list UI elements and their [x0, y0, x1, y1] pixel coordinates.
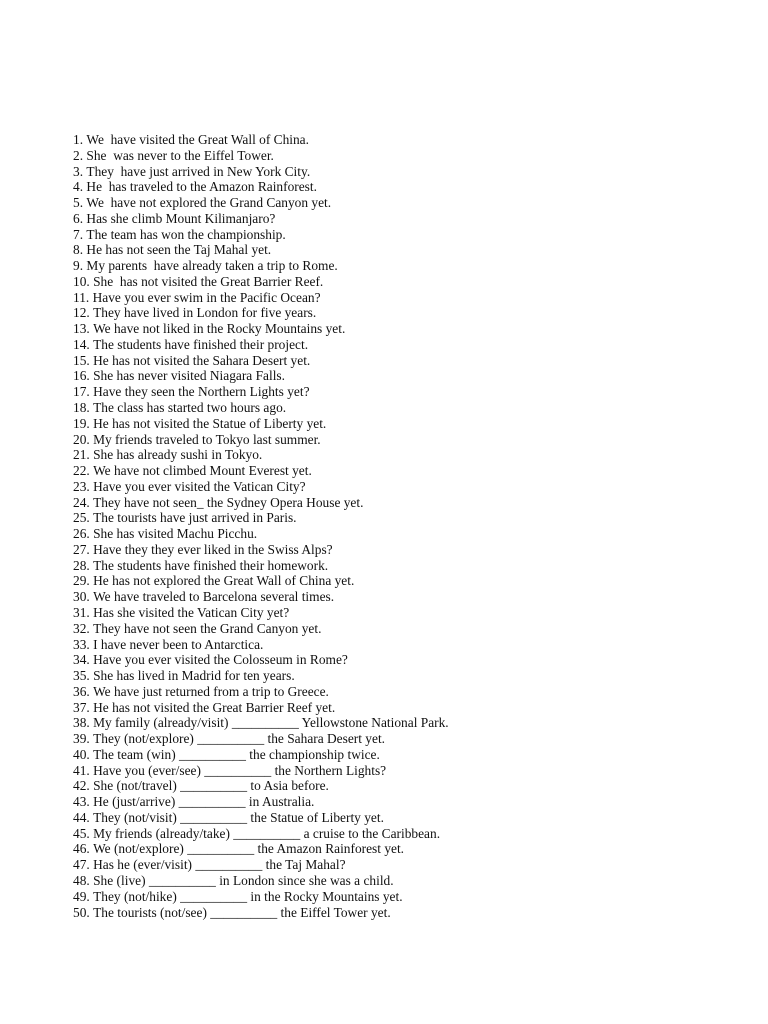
sentence-number: 3.: [73, 163, 84, 179]
sentence-item: [73, 227, 733, 243]
sentence-item: [73, 463, 733, 479]
sentence-text: We have traveled to Barcelona several times.: [93, 589, 335, 605]
sentence-text: We have not climbed Mount Everest yet.: [93, 463, 312, 479]
sentence-text: Have you ever visited the Vatican City?: [93, 478, 306, 494]
sentence-item: [73, 605, 733, 621]
sentence-number: 23.: [73, 478, 90, 494]
sentence-number: 9.: [73, 258, 84, 274]
sentence-number: 20.: [73, 431, 90, 447]
sentence-list: [73, 132, 733, 920]
sentence-number: 43.: [73, 794, 90, 810]
sentence-number: 29.: [73, 573, 90, 589]
sentence-item: [73, 526, 733, 542]
sentence-item: [73, 841, 733, 857]
sentence-item: [73, 510, 733, 526]
sentence-item: [73, 684, 733, 700]
sentence-number: 31.: [73, 604, 90, 620]
sentence-number: 12.: [73, 305, 90, 321]
sentence-text: I have never been to Antarctica.: [93, 636, 264, 652]
sentence-item: [73, 132, 733, 148]
sentence-item: [73, 432, 733, 448]
sentence-item: [73, 668, 733, 684]
sentence-item: [73, 384, 733, 400]
sentence-item: [73, 637, 733, 653]
sentence-item: [73, 558, 733, 574]
sentence-text: They have lived in London for five years.: [93, 305, 317, 321]
sentence-number: 22.: [73, 463, 90, 479]
sentence-number: 26.: [73, 526, 90, 542]
sentence-number: 46.: [73, 841, 90, 857]
sentence-number: 6.: [73, 210, 84, 226]
sentence-text: She (live) __________ in London since she was a child.: [93, 872, 394, 888]
sentence-text: The team (win) __________ the championship twice.: [93, 746, 380, 762]
sentence-item: [73, 242, 733, 258]
sentence-text: He has not visited the Statue of Liberty yet.: [93, 415, 327, 431]
sentence-item: [73, 621, 733, 637]
sentence-item: [73, 195, 733, 211]
sentence-text: Have you ever visited the Colosseum in Rome?: [93, 652, 348, 668]
sentence-number: 38.: [73, 715, 90, 731]
sentence-text: She has not visited the Great Barrier Reef.: [93, 273, 324, 289]
sentence-number: 4.: [73, 179, 84, 195]
sentence-item: [73, 873, 733, 889]
sentence-number: 25.: [73, 510, 90, 526]
sentence-number: 10.: [73, 273, 90, 289]
sentence-item: [73, 479, 733, 495]
sentence-text: She has never visited Niagara Falls.: [93, 368, 285, 384]
sentence-text: Have they they ever liked in the Swiss Alps?: [93, 541, 333, 557]
sentence-item: [73, 778, 733, 794]
sentence-text: The students have finished their homework.: [93, 557, 329, 573]
sentence-text: They (not/explore) __________ the Sahara Desert yet.: [93, 731, 386, 747]
sentence-number: 8.: [73, 242, 84, 258]
sentence-item: [73, 889, 733, 905]
sentence-number: 11.: [73, 289, 90, 305]
sentence-text: The students have finished their project.: [93, 336, 309, 352]
sentence-number: 35.: [73, 668, 90, 684]
sentence-number: 40.: [73, 746, 90, 762]
sentence-item: [73, 573, 733, 589]
sentence-item: [73, 700, 733, 716]
sentence-number: 50.: [73, 904, 90, 920]
sentence-text: He has not visited the Great Barrier Reef yet.: [93, 699, 336, 715]
sentence-number: 41.: [73, 762, 90, 778]
sentence-text: They (not/hike) __________ in the Rocky Mountains yet.: [93, 888, 403, 904]
sentence-item: [73, 148, 733, 164]
sentence-text: They (not/visit) __________ the Statue of Liberty yet.: [93, 809, 384, 825]
sentence-text: He has not visited the Sahara Desert yet.: [93, 352, 311, 368]
sentence-number: 24.: [73, 494, 90, 510]
sentence-number: 39.: [73, 731, 90, 747]
sentence-number: 19.: [73, 415, 90, 431]
sentence-text: She has lived in Madrid for ten years.: [93, 668, 295, 684]
sentence-text: My parents have already taken a trip to Rome.: [86, 258, 338, 274]
sentence-item: [73, 258, 733, 274]
sentence-number: 14.: [73, 336, 90, 352]
sentence-text: He has not seen the Taj Mahal yet.: [86, 242, 272, 258]
sentence-item: [73, 652, 733, 668]
sentence-text: Have they seen the Northern Lights yet?: [93, 384, 310, 400]
sentence-number: 7.: [73, 226, 84, 242]
sentence-item: [73, 857, 733, 873]
sentence-number: 27.: [73, 541, 90, 557]
sentence-number: 30.: [73, 589, 90, 605]
sentence-number: 42.: [73, 778, 90, 794]
sentence-text: She has visited Machu Picchu.: [93, 526, 258, 542]
sentence-number: 47.: [73, 857, 90, 873]
sentence-number: 16.: [73, 368, 90, 384]
sentence-number: 28.: [73, 557, 90, 573]
sentence-text: Has she climb Mount Kilimanjaro?: [86, 210, 276, 226]
sentence-item: [73, 290, 733, 306]
sentence-number: 2.: [73, 147, 84, 163]
sentence-item: [73, 747, 733, 763]
sentence-text: The tourists have just arrived in Paris.: [93, 510, 297, 526]
sentence-text: We (not/explore) __________ the Amazon Rainforest yet.: [93, 841, 405, 857]
sentence-text: Has she visited the Vatican City yet?: [93, 604, 290, 620]
sentence-text: My friends traveled to Tokyo last summer.: [93, 431, 321, 447]
sentence-item: [73, 164, 733, 180]
sentence-number: 44.: [73, 809, 90, 825]
sentence-number: 15.: [73, 352, 90, 368]
sentence-item: [73, 826, 733, 842]
sentence-number: 32.: [73, 620, 90, 636]
sentence-text: He has traveled to the Amazon Rainforest.: [86, 179, 317, 195]
sentence-number: 45.: [73, 825, 90, 841]
sentence-text: The tourists (not/see) __________ the Eiffel Tower yet.: [93, 904, 391, 920]
sentence-item: [73, 810, 733, 826]
sentence-item: [73, 321, 733, 337]
sentence-item: [73, 589, 733, 605]
sentence-text: We have not explored the Grand Canyon yet.: [86, 195, 332, 211]
sentence-item: [73, 416, 733, 432]
sentence-number: 13.: [73, 321, 90, 337]
sentence-text: They have not seen_ the Sydney Opera House yet.: [93, 494, 364, 510]
sentence-number: 1.: [73, 132, 84, 147]
sentence-text: We have visited the Great Wall of China.: [86, 132, 309, 147]
sentence-text: My family (already/visit) __________ Yellowstone National Park.: [93, 715, 449, 731]
sentence-text: We have not liked in the Rocky Mountains yet.: [93, 321, 346, 337]
sentence-item: [73, 715, 733, 731]
sentence-text: He (just/arrive) __________ in Australia.: [93, 794, 315, 810]
sentence-text: Have you ever swim in the Pacific Ocean?: [92, 289, 321, 305]
sentence-text: She (not/travel) __________ to Asia before.: [93, 778, 329, 794]
sentence-number: 36.: [73, 683, 90, 699]
sentence-text: The class has started two hours ago.: [93, 400, 287, 416]
sentence-item: [73, 337, 733, 353]
sentence-text: Have you (ever/see) __________ the Northern Lights?: [93, 762, 387, 778]
sentence-number: 33.: [73, 636, 90, 652]
sentence-item: [73, 305, 733, 321]
sentence-item: [73, 794, 733, 810]
sentence-text: Has he (ever/visit) __________ the Taj Mahal?: [93, 857, 346, 873]
sentence-text: We have just returned from a trip to Greece.: [93, 683, 329, 699]
sentence-text: The team has won the championship.: [86, 226, 286, 242]
sentence-number: 34.: [73, 652, 90, 668]
sentence-number: 5.: [73, 195, 84, 211]
sentence-item: [73, 211, 733, 227]
sentence-item: [73, 495, 733, 511]
sentence-item: [73, 368, 733, 384]
sentence-item: [73, 763, 733, 779]
sentence-text: She was never to the Eiffel Tower.: [86, 147, 274, 163]
sentence-number: 48.: [73, 872, 90, 888]
sentence-item: [73, 447, 733, 463]
sentence-number: 18.: [73, 400, 90, 416]
sentence-item: [73, 400, 733, 416]
sentence-item: [73, 353, 733, 369]
sentence-text: They have not seen the Grand Canyon yet.: [93, 620, 322, 636]
sentence-item: [73, 542, 733, 558]
sentence-number: 17.: [73, 384, 90, 400]
sentence-number: 21.: [73, 447, 90, 463]
sentence-text: They have just arrived in New York City.: [86, 163, 311, 179]
sentence-text: My friends (already/take) __________ a cruise to the Caribbean.: [93, 825, 441, 841]
sentence-number: 37.: [73, 699, 90, 715]
sentence-item: [73, 179, 733, 195]
sentence-text: She has already sushi in Tokyo.: [93, 447, 263, 463]
sentence-text: He has not explored the Great Wall of China yet.: [93, 573, 355, 589]
sentence-item: [73, 274, 733, 290]
sentence-number: 49.: [73, 888, 90, 904]
sentence-item: [73, 905, 733, 921]
sentence-item: [73, 731, 733, 747]
